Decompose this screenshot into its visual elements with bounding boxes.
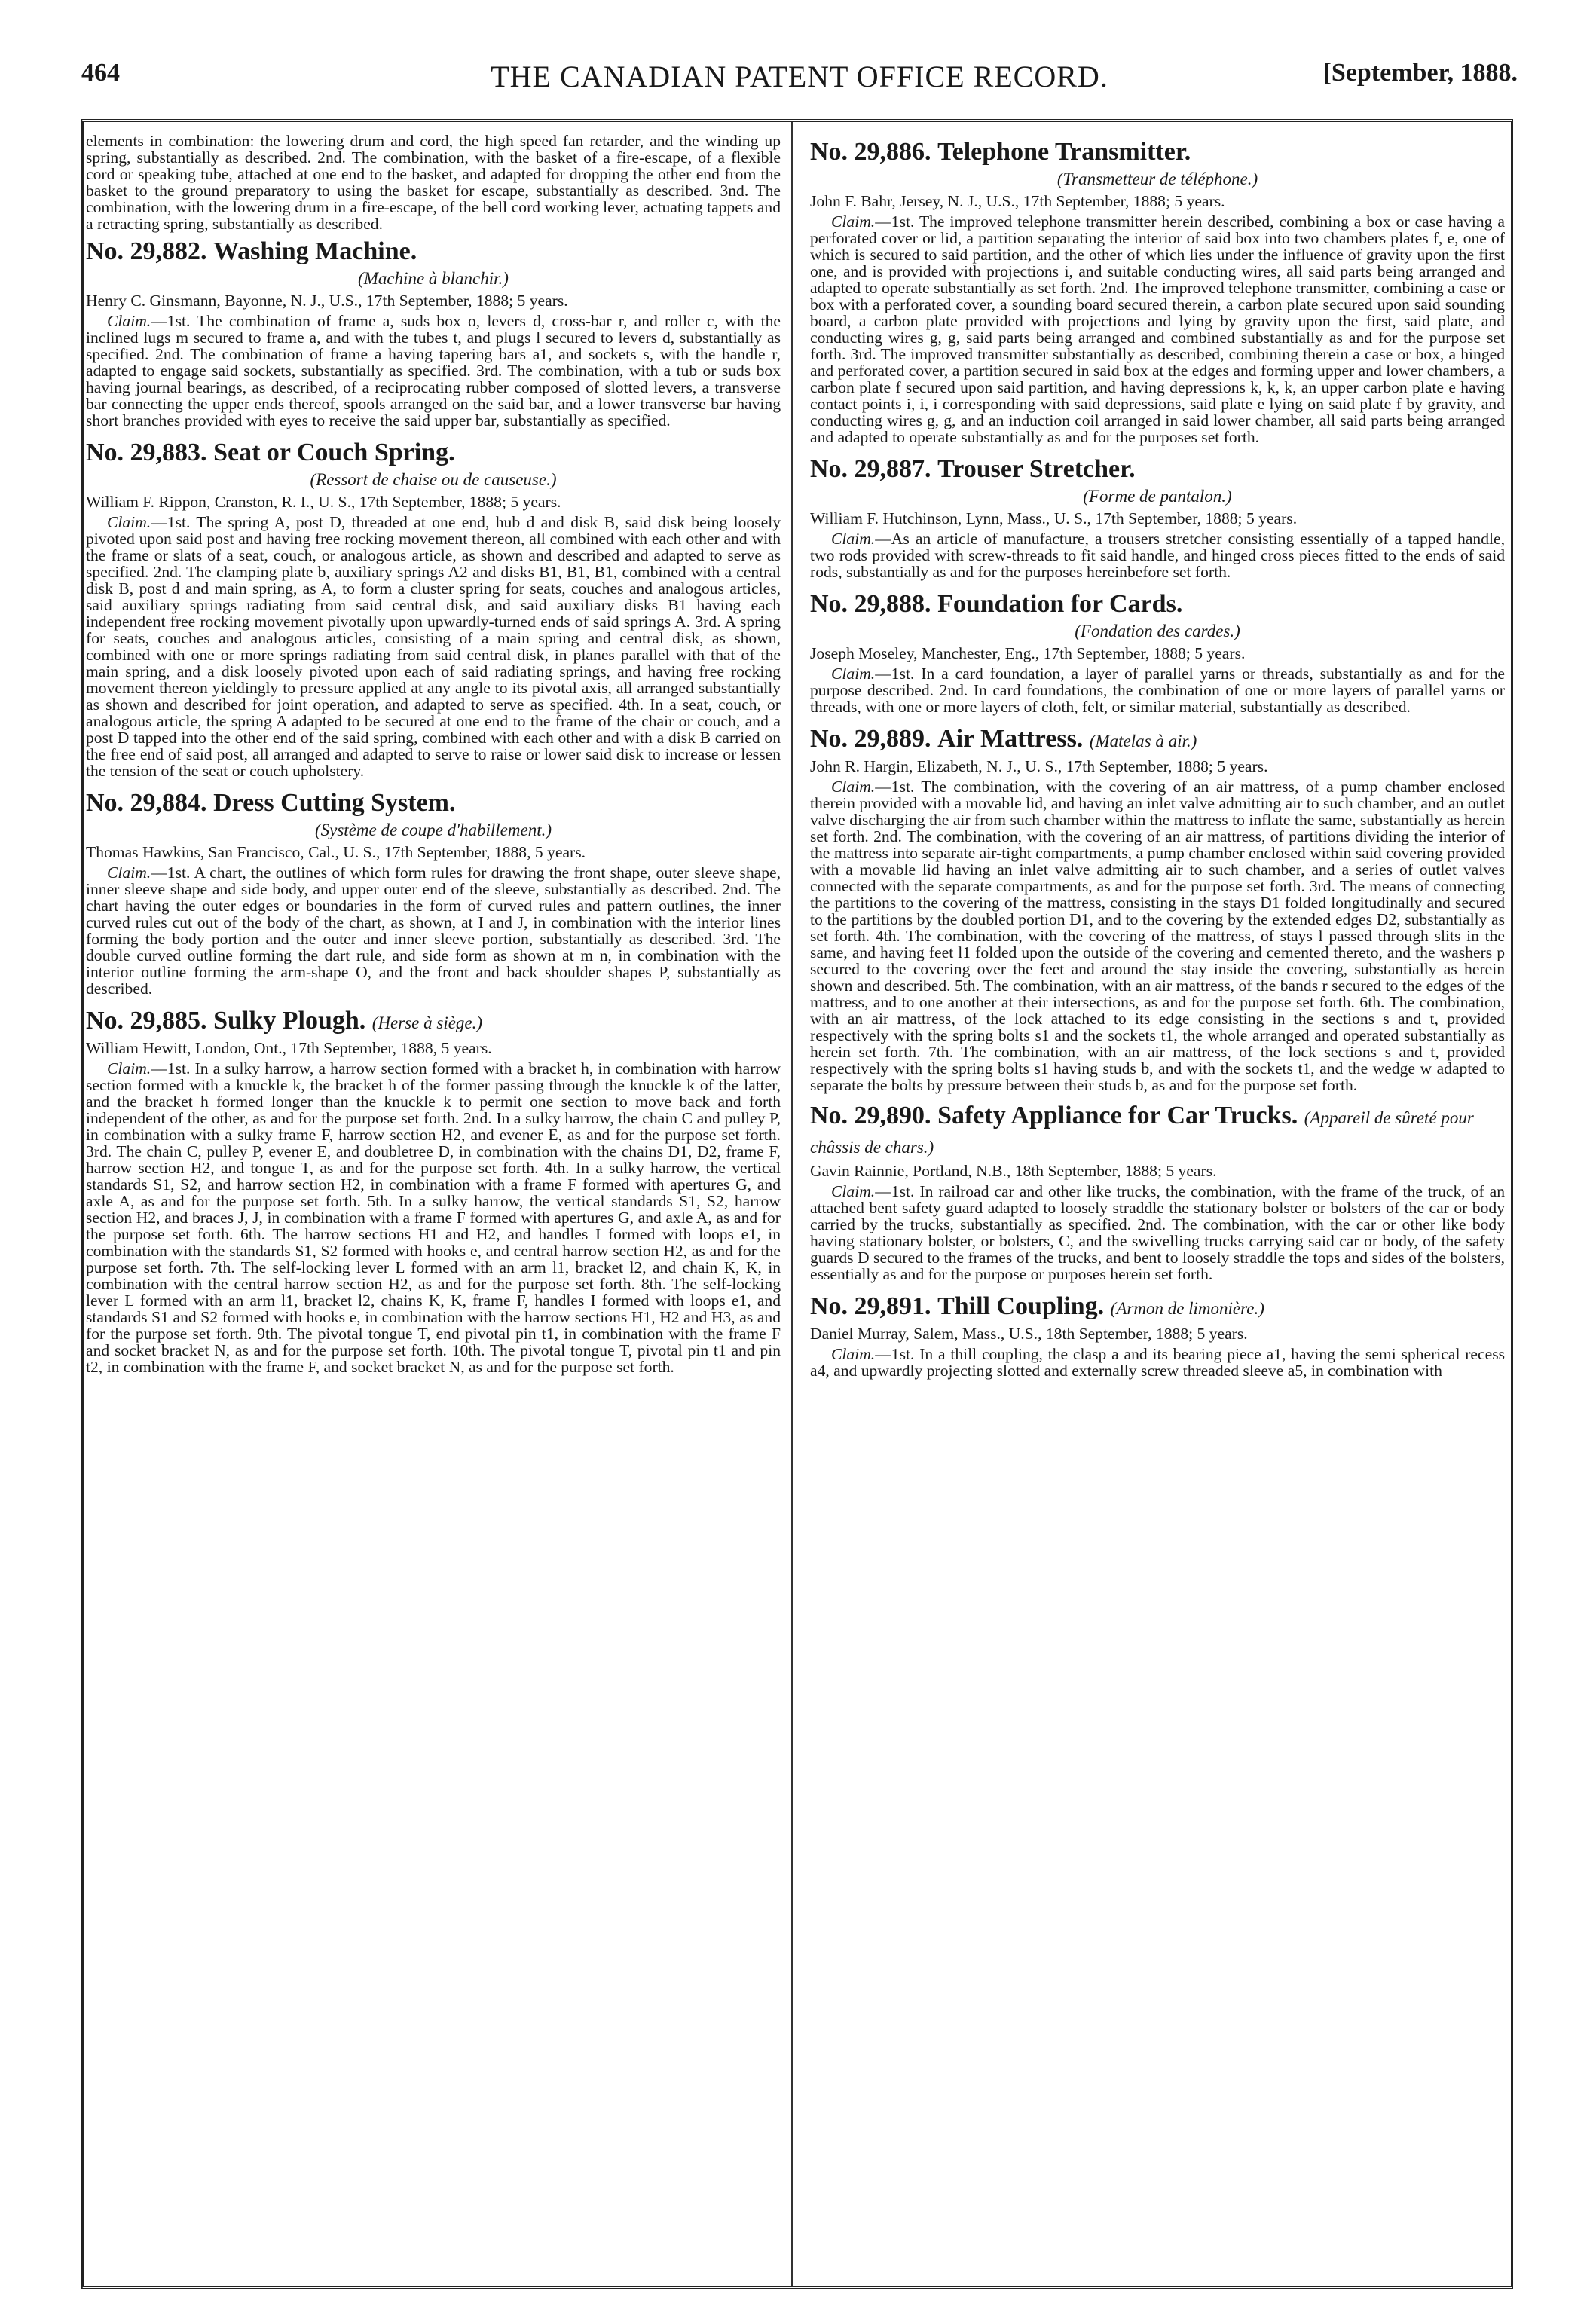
claim-text — [810, 530, 1505, 580]
left-column — [86, 133, 781, 2280]
patent-title: Sulky Plough. — [213, 1007, 366, 1035]
patent-entry-29882 — [86, 237, 781, 429]
entry-heading — [86, 438, 781, 468]
patent-number: No. 29,886. — [810, 138, 931, 166]
patent-title: Dress Cutting System. — [213, 789, 456, 817]
continued-text: elements in combination: the lowering drum and cord, the high speed fan retarder, and the winding up spring, substantially as described. 2nd. The combination, with the basket of a fire-escape, of a flexible cord or speaking tube, attached at one end to the basket, and adapted for dropping the other end from the basket to the ground preparatory to using the basket for escape, substantially as described. 3nd. The combination, with the lowering drum in a fire-escape, of the bell cord working lever, actuating tappets and a retracting spring, substantially as described. — [86, 133, 781, 233]
claim-body: —1st. In railroad car and other like trucks, the combination, with the frame of the truck, of an attached bent safety guard adapted to loosely straddle the stationary bolster or bolsters of the car or body carried by the trucks, substantially as specified. 2nd. The combination, with the car or other like body having stationary bolster, or bolsters, C, and the swivelling trucks carrying said car or body, of the safety guards D secured to the frames of the trucks, and bent to loosely straddle the tops and sides of the bolsters, essentially as and for the purpose or purposes herein set forth. — [810, 1182, 1505, 1283]
claim-body: —1st. The combination of frame a, suds box o, levers d, cross-bar r, and roller c, with the inclined lugs m secured to frame a, and with the tubes t, and plugs l secured to levers d, substantially as specified. 2nd. The combination of frame a having tapering bars a1, and sockets s, with the handle r, adapted to engage said sockets, substantially as specified. 3rd. The combination, with a tub or suds box having journal bearings, as described, of a reciprocating rubber composed of slotted levers, a transverse bar connecting the upper ends thereof, spools arranged on the said bar, and a lower transverse bar having short branches provided with eyes to receive the said upper bar, substantially as specified. — [86, 312, 781, 429]
claim-label: Claim. — [107, 513, 151, 531]
patentee-info: John R. Hargin, Elizabeth, N. J., U. S., 17th September, 1888; 5 years. — [810, 757, 1268, 775]
claim-text — [810, 1183, 1505, 1282]
entry-heading — [810, 589, 1505, 619]
patentee-info: Daniel Murray, Salem, Mass., U.S., 18th September, 1888; 5 years. — [810, 1325, 1248, 1343]
patent-entry-29887 — [810, 454, 1505, 580]
french-title: (Herse à siège.) — [371, 1013, 483, 1032]
french-title: (Armon de limonière.) — [1110, 1299, 1264, 1318]
claim-text — [810, 778, 1505, 1093]
patentee-info: Henry C. Ginsmann, Bayonne, N. J., U.S., 17th September, 1888; 5 years. — [86, 292, 568, 310]
patent-entry-29888 — [810, 589, 1505, 715]
patentee-info: Thomas Hawkins, San Francisco, Cal., U. S., 17th September, 1888, 5 years. — [86, 843, 586, 861]
patent-number: No. 29,888. — [810, 590, 931, 618]
claim-text — [86, 864, 781, 997]
patent-title: Foundation for Cards. — [937, 590, 1183, 618]
patent-entry-29891 — [810, 1291, 1505, 1379]
french-title: (Fondation des cardes.) — [1075, 622, 1240, 640]
claim-body: —As an article of manufacture, a trousers stretcher consisting essentially of a tapped handle, two rods provided with screw-threads to fit said handle, and hinged cross pieces fitted to the ends of said rods, substantially as and for the purposes hereinbefore set forth. — [810, 530, 1505, 581]
claim-body: —1st. A chart, the outlines of which form rules for drawing the front shape, outer sleeve shape, inner sleeve shape and side body, and upper outer end of the sleeve, substantially as described. 2nd. The chart having the outer edges or boundaries in the form of curved rules and pattern outlines, the inner curved rules cut out of the body of the chart, as shown, at I and J, in combination with the interior lines forming the body portion and the outer and inner sleeve portion, substantially as described. 3rd. The double curved outline forming the dart rule, and side form as shown at m n, in combination with the interior outline forming the arm-shape O, and the front and back shoulder shapes P, substantially as described. — [86, 864, 781, 998]
patent-title: Safety Appliance for Car Trucks. — [937, 1102, 1298, 1129]
french-title: (Appareil de sûreté pour châssis de chars.) — [810, 1108, 1474, 1157]
patent-entry-29884 — [86, 788, 781, 997]
claim-label: Claim. — [831, 530, 876, 548]
claim-text — [86, 514, 781, 779]
patent-title: Washing Machine. — [213, 237, 417, 265]
french-title: (Matelas à air.) — [1089, 732, 1197, 750]
page-number: 464 — [81, 59, 120, 87]
patentee-info: William Hewitt, London, Ont., 17th September, 1888, 5 years. — [86, 1039, 492, 1057]
claim-label: Claim. — [107, 1059, 151, 1077]
page-header — [81, 59, 1518, 96]
french-title: (Ressort de chaise ou de causeuse.) — [310, 470, 557, 489]
claim-text — [810, 1346, 1505, 1379]
patentee-info: William F. Rippon, Cranston, R. I., U. S., 17th September, 1888; 5 years. — [86, 493, 561, 511]
claim-body: —1st. In a card foundation, a layer of parallel yarns or threads, substantially as and for the purpose described. 2nd. In card foundations, the combination of one or more layers of parallel yarns or threads, with one or more layers of cloth, felt, or similar material, substantially as described. — [810, 665, 1505, 716]
patentee-info: John F. Bahr, Jersey, N. J., U.S., 17th September, 1888; 5 years. — [810, 192, 1225, 210]
entry-heading — [810, 1291, 1505, 1324]
claim-label: Claim. — [831, 778, 876, 796]
patentee-info: Gavin Rainnie, Portland, N.B., 18th September, 1888; 5 years. — [810, 1162, 1217, 1180]
claim-label: Claim. — [107, 864, 151, 882]
patent-entry-29883 — [86, 438, 781, 779]
issue-date: [September, 1888. — [1322, 59, 1518, 87]
patentee-info: William F. Hutchinson, Lynn, Mass., U. S., 17th September, 1888; 5 years. — [810, 509, 1298, 527]
column-divider — [791, 122, 793, 2286]
claim-text — [810, 213, 1505, 445]
entry-heading — [86, 788, 781, 818]
patent-title: Telephone Transmitter. — [937, 138, 1191, 166]
claim-body: —1st. In a thill coupling, the clasp a and its bearing piece a1, having the semi spherical recess a4, and upwardly projecting slotted and externally screw threaded sleeve a5, in combination with — [810, 1345, 1505, 1380]
french-title: (Système de coupe d'habillement.) — [314, 821, 552, 839]
claim-body: —1st. In a sulky harrow, a harrow section formed with a bracket h, in combination with harrow section formed with a knuckle k, the bracket h of the former passing through the knuckle k of the latter, and the bracket h formed longer than the knuckle k to permit one section to move back and forth independent of the other, as and for the purpose set forth. 2nd. In a sulky harrow, the chain C and pulley P, in combination with a sulky frame F, harrow section H2, and evener E, as and for the purpose set forth. 3rd. The chain C, pulley P, evener E, and doubletree D, in combination with the chains D1, D2, frame F, harrow section H2, and tongue T, as and for the purpose set forth. 4th. In a sulky harrow, the vertical standards S1, S2, and harrow section H2, in combination with a frame F formed with apertures G, and axle A, as and for the purpose set forth. 5th. In a sulky harrow, the vertical standards S1, S2, harrow section H2, and braces J, J, in combination with a frame F formed with apertures G, and axle A, as and for the purpose set forth. 6th. The harrow sections H1 and H2, and handles I formed with loops e1, in combination with the standards S1, S2 formed with hooks e, and central harrow section H2, as and for the purpose set forth. 7th. The self-locking lever L formed with an arm l1, bracket l2, and chain K, K, in combination with the central harrow section H2, as and for the purpose set forth. 8th. The self-locking lever L formed with an arm l1, bracket l2, chains K, K, frame F, handles I formed with loops e1, and standards S1 and S2 formed with hooks e, in combination with the harrow sections H1, H2 and H3, as and for the purpose set forth. 9th. The pivotal tongue T, end pivotal pin t1, in combination with the frame F and socket bracket N, as and for the purpose set forth. 10th. The pivotal tongue T, pivotal pin t1 and pin t2, in combination with the frame F, and socket bracket N, as and for the purpose set forth. — [86, 1059, 781, 1376]
entry-heading — [810, 1102, 1505, 1161]
entry-heading — [86, 237, 781, 267]
french-title: (Machine à blanchir.) — [358, 269, 509, 288]
patent-title: Thill Coupling. — [937, 1292, 1105, 1320]
claim-body: —1st. The combination, with the covering of an air mattress, of a pump chamber enclosed therein provided with a movable lid, and having an inlet valve admitting air to such chamber, and an outlet valve discharging the air from such chamber within the mattress to inflate the same, substantially as herein set forth. 2nd. The combination, with the covering of an air mattress, of partitions dividing the interior of the mattress into separate air-tight compartments, a pump chamber enclosed within said covering provided with a movable lid having an inlet valve admitting air to such chamber, and a series of outlet valves connected with the separate compartments, as and for the purpose set forth. 3rd. The means of connecting the partitions to the covering of the mattress, consisting in the stays D1 folded longitudinally and secured to the partitions by the doubled portion D1, and to the covering by the extended edges D2, substantially as set forth. 4th. The combination, with the covering of the mattress, of stays l passed through slits in the same, and having feet l1 folded upon the outside of the covering and cemented thereto, and the washers p secured to the covering over the feet and around the stay inside the covering, substantially as herein shown and described. 5th. The combination, with an air mattress, of the bands r secured to the edges of the mattress, and to one another at their intersections, as and for the purpose set forth. 6th. The combination, with an air mattress, of the lock attached to its edge consisting in the sections s and t, provided respectively with the spring bolts s1 and the sockets t1, the whole arranged and operated substantially as herein set forth. 7th. The combination, with an air mattress, of the lock sections s and t, provided respectively with the spring bolts s1 having studs b, and with the sockets t1, and the wedge w adapted to separate the bolts by pressure between their studs b, as and for the purpose set forth. — [810, 778, 1505, 1094]
claim-label: Claim. — [831, 1345, 876, 1363]
entry-heading — [810, 137, 1505, 167]
patent-title: Seat or Couch Spring. — [213, 439, 455, 466]
patent-number: No. 29,885. — [86, 1007, 207, 1035]
entry-heading — [810, 724, 1505, 757]
patent-title: Air Mattress. — [937, 725, 1084, 753]
patent-number: No. 29,891. — [810, 1292, 931, 1320]
patent-entry-29886 — [810, 137, 1505, 445]
patent-number: No. 29,887. — [810, 455, 931, 483]
french-title: (Forme de pantalon.) — [1083, 487, 1232, 506]
claim-label: Claim. — [831, 665, 876, 683]
claim-text — [86, 1060, 781, 1375]
claim-body: —1st. The spring A, post D, threaded at one end, hub d and disk B, said disk being loosely pivoted upon said post and having free rocking movement thereon, all combined with each other and with the frame or slats of a seat, couch, or analogous article, as shown and described and adapted to serve as specified. 2nd. The clamping plate b, auxiliary springs A2 and disks B1, B1, B1, combined with a central disk B, post d and main spring, as A, to form a cluster spring for seats, couches and analogous articles, said auxiliary springs radiating from said central disk, and said auxiliary disks B1 having each independent free rocking movement pivotally upon upwardly-turned ends of said springs A. 3rd. A spring for seats, couches and analogous articles, consisting of a main spring and central disk, as shown, combined with one or more springs radiating from said central disk, in planes parallel with that of the main spring, and a disk loosely pivoted upon each of said radiating springs, and having free rocking movement thereon yieldingly to pressure applied at any angle to its pivotal axis, all arranged substantially as shown and described for joint operation, and adapted to serve as specified. 4th. In a seat, couch, or analogous article, the spring A adapted to be secured at one end to the frame of the chair or couch, and a post D tapped into the other end of the said spring, combined with each other and with a disk B carried on the free end of said post, all arranged and adapted to serve to raise or lower said disk to increase or lessen the tension of the seat or couch upholstery. — [86, 513, 781, 780]
patent-number: No. 29,884. — [86, 789, 207, 817]
french-title: (Transmetteur de téléphone.) — [1056, 170, 1258, 188]
claim-text — [86, 313, 781, 429]
right-column — [810, 133, 1505, 2280]
patentee-info: Joseph Moseley, Manchester, Eng., 17th September, 1888; 5 years. — [810, 644, 1246, 662]
patent-number: No. 29,889. — [810, 725, 931, 753]
claim-label: Claim. — [831, 212, 876, 231]
entry-heading — [86, 1006, 781, 1038]
patent-number: No. 29,883. — [86, 439, 207, 466]
patent-entry-29889 — [810, 724, 1505, 1093]
patent-entry-29890 — [810, 1102, 1505, 1282]
claim-text — [810, 665, 1505, 715]
patent-number: No. 29,882. — [86, 237, 207, 265]
claim-label: Claim. — [831, 1182, 876, 1200]
page-title: THE CANADIAN PATENT OFFICE RECORD. — [491, 60, 1108, 93]
patent-number: No. 29,890. — [810, 1102, 931, 1129]
claim-label: Claim. — [107, 312, 151, 330]
patent-entry-29885 — [86, 1006, 781, 1375]
patent-title: Trouser Stretcher. — [937, 455, 1136, 483]
claim-body: —1st. The improved telephone transmitter herein described, combining a box or case having a perforated cover or lid, a partition separating the interior of said box into two chambers plates f, e, one of which is secured to said partition, and the other of which lies under the influence of gravity upon the first one, and is provided with projections i, and suitable conducting wires, all said parts being arranged and adapted to operate substantially as set forth. 2nd. The improved telephone transmitter, combining a case or box with a perforated cover, a sounding board secured therein, a carbon plate secured upon said sounding board, a carbon plate provided with projections and lying by gravity upon the first, said plate, and conducting wires g, g, said parts being arranged and combined substantially as and for the purpose set forth. 3rd. The improved transmitter substantially as described, combining therein a case or box, a hinged and perforated cover, a partition secured in said box at the edges and forming upper and lower chambers, a carbon plate f secured upon said partition, and having depressions k, k, k, an upper carbon plate e having contact points i, i, i corresponding with said depressions, said plate e lying on said plate f by gravity, and conducting wires g, g, and an induction coil arranged in said lower chamber, all said parts being arranged and adapted to operate substantially as and for the purposes set forth. — [810, 212, 1505, 446]
entry-heading — [810, 454, 1505, 484]
